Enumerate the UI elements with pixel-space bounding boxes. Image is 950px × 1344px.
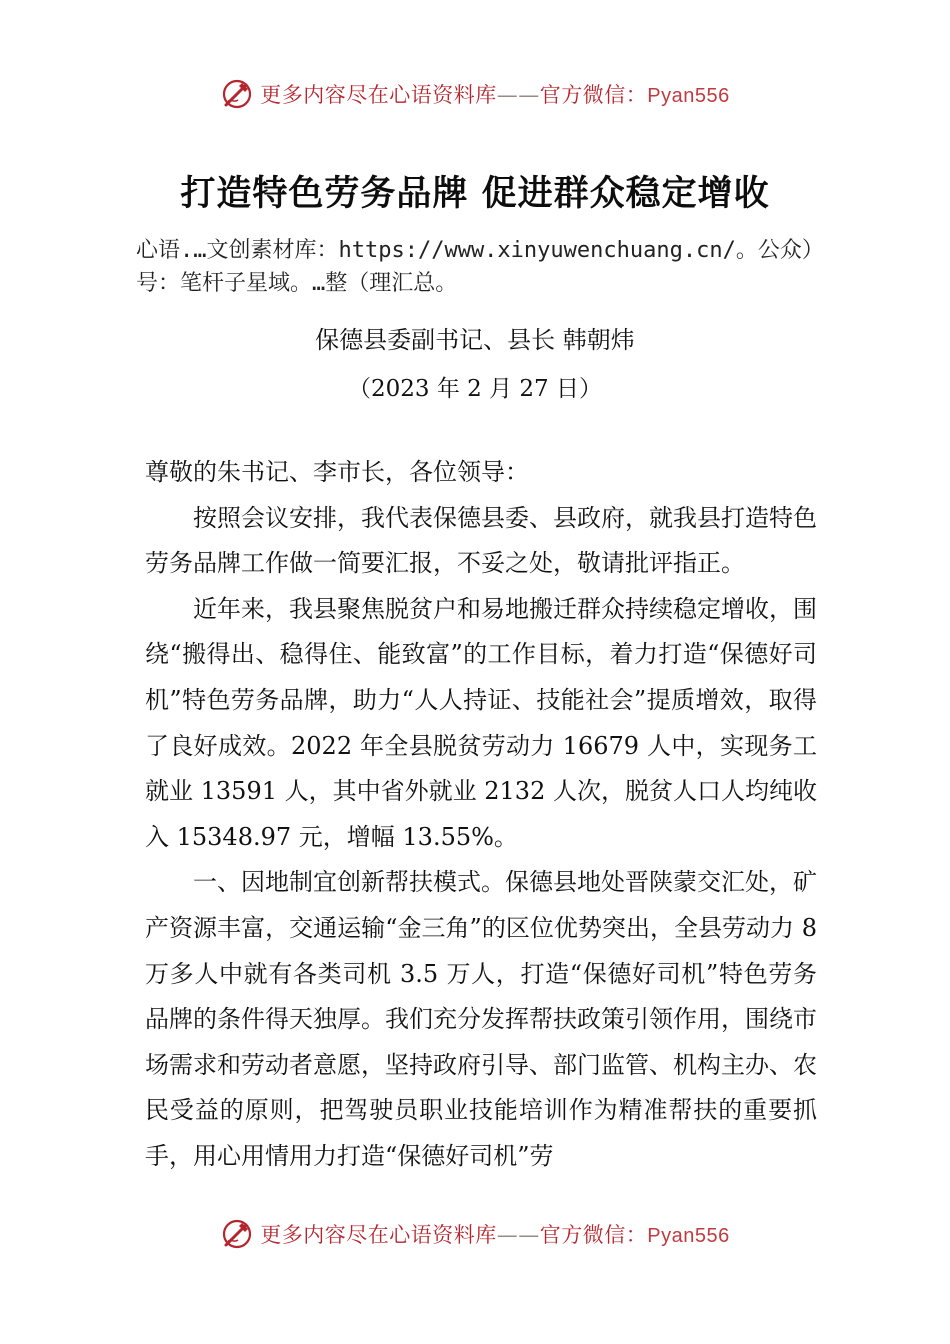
source-notice: 心语.…文创素材库：https://www.xinyuwenchuang.cn/。公众）号：笔杆子星域。…整（理汇总。 (136, 238, 813, 296)
document-title: 打造特色劳务品牌 促进群众稳定增收 (180, 174, 770, 214)
banner-separator: —— (496, 1223, 540, 1247)
banner-separator: —— (496, 83, 540, 107)
banner-sub-text: 官方微信： (539, 1223, 648, 1247)
header-banner-text (260, 79, 729, 109)
footer-banner-text (260, 1219, 729, 1249)
banner-wechat-id: Pyan556 (647, 1225, 730, 1247)
document-body (145, 450, 817, 1180)
pen-logo-icon (220, 77, 254, 111)
salutation: 尊敬的朱书记、李市长，各位领导： (145, 458, 529, 486)
paragraph-overview: 近年来，我县聚焦脱贫户和易地搬迁群众持续稳定增收，围绕“搬得出、稳得住、能致富”的工作目标，着力打造“保德好司机”特色劳务品牌，助力“人人持证、技能社会”提质增效，取得了良好成效。2022 年全县脱贫劳动力 16679 人中，实现务工就业 13591 人，其中省外就业 2132 人次，脱贫人口人均纯收入 15348.97 元，增幅 13.55%。 (145, 594, 817, 851)
banner-main-text: 更多内容尽在心语资料库 (260, 83, 497, 107)
banner-sub-text: 官方微信： (539, 83, 648, 107)
pen-logo-icon (220, 1217, 254, 1251)
header-watermark-banner (0, 72, 950, 116)
paragraph-intro: 按照会议安排，我代表保德县委、县政府，就我县打造特色劳务品牌工作做一简要汇报，不妥之处，敬请批评指正。 (145, 503, 817, 578)
speech-date: （2023 年 2 月 27 日） (348, 376, 602, 402)
paragraph-section-one: 一、因地制宜创新帮扶模式。保德县地处晋陕蒙交汇处，矿产资源丰富，交通运输“金三角”的区位优势突出，全县劳动力 8 万多人中就有各类司机 3.5 万人，打造“保德好司机”特色劳务品牌的条件得天独厚。我们充分发挥帮扶政策引领作用，围绕市场需求和劳动者意愿，坚持政府引导、部门监管、机构主办、农民受益的原则，把驾驶员职业技能培训作为精准帮扶的重要抓手，用心用情用力打造“保德好司机”劳 (145, 868, 817, 1170)
footer-watermark-banner (0, 1212, 950, 1256)
banner-wechat-id: Pyan556 (647, 85, 730, 107)
speech-author: 保德县委副书记、县长 韩朝炜 (315, 326, 635, 354)
banner-main-text: 更多内容尽在心语资料库 (260, 1223, 497, 1247)
